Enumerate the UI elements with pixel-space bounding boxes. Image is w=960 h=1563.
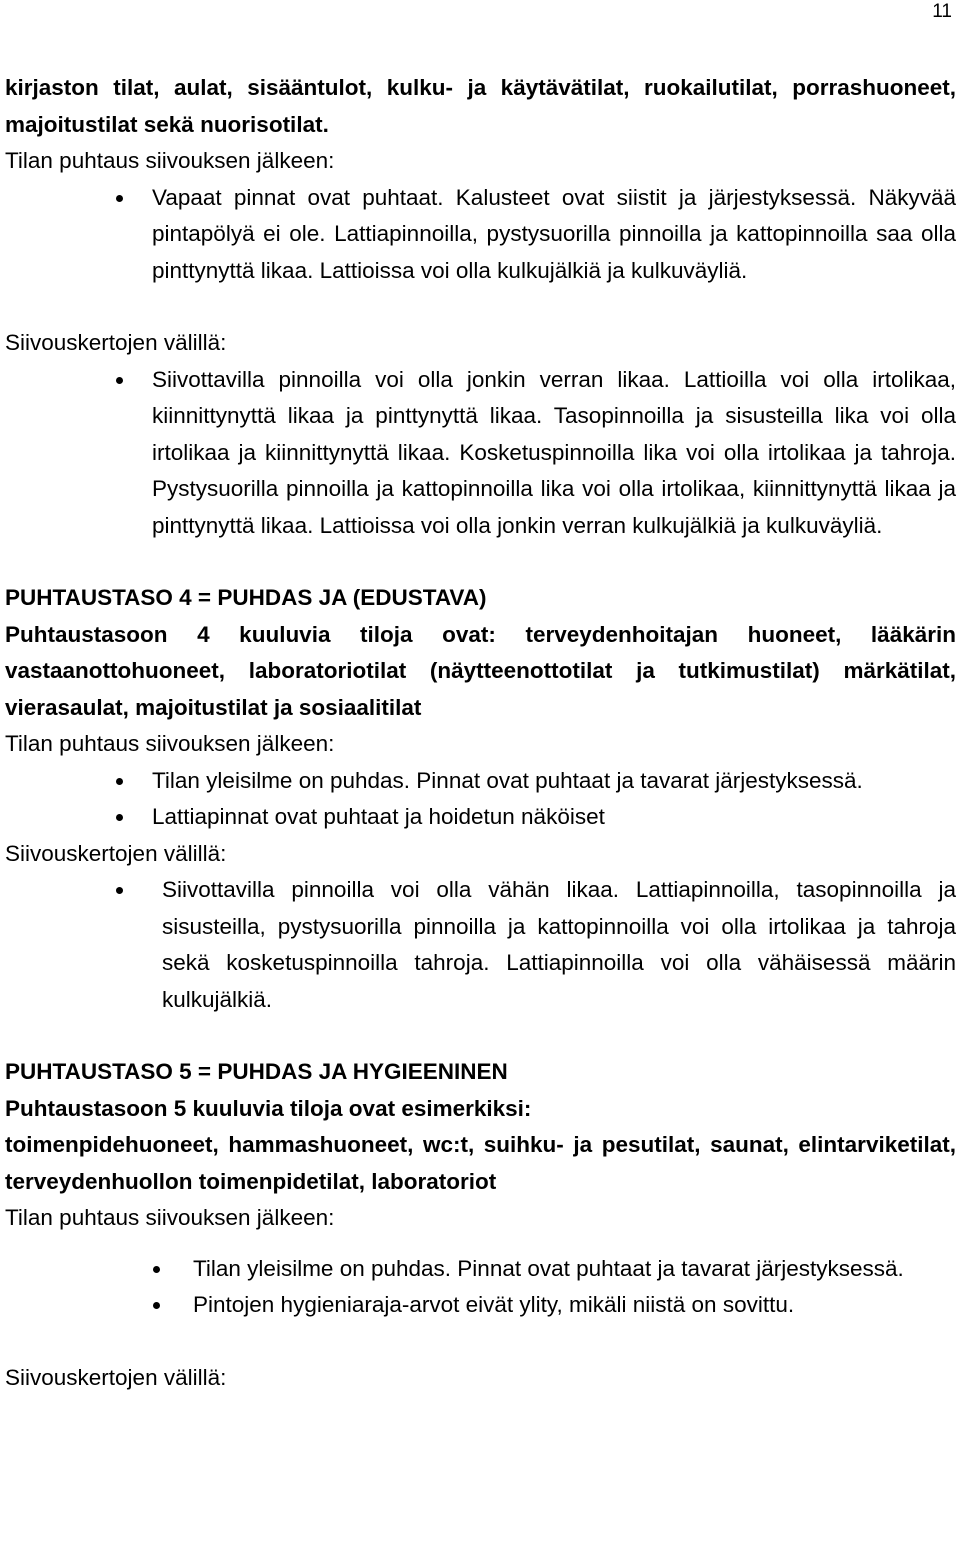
level3-between-cleanings-label: Siivouskertojen välillä: [5,330,227,355]
list-item: Siivottavilla pinnoilla voi olla jonkin verran likaa. Lattioilla voi olla irtolikaa, kiinnittynyttä likaa ja pinttynyttä likaa. Tasopinnoilla ja sisusteilla lika voi olla irtolikaa ja kiinnittynyttä likaa. Kosketuspinnoilla lika voi olla irtolikaa ja tahroja. Pystysuorilla pinnoilla ja kattopinnoilla lika voi olla irtolikaa, kiinnittynyttä likaa ja pinttynyttä likaa. Lattioissa voi olla jonkin verran kulkujälkiä ja kulkuväyliä. [5,362,956,545]
list-item: Lattiapinnat ovat puhtaat ja hoidetun näköiset [5,799,956,836]
level4-after-cleaning-label: Tilan puhtaus siivouksen jälkeen: [5,731,335,756]
list-item: Siivottavilla pinnoilla voi olla vähän likaa. Lattiapinnoilla, tasopinnoilla ja sisusteilla, pystysuorilla pinnoilla ja kattopinnoilla voi olla irtolikaa ja tahroja sekä kosketuspinnoilla tahroja. Lattiapinnoilla voi olla vähäisessä määrin kulkujälkiä. [5,872,956,1018]
document-body [5,70,956,1396]
level4-heading: PUHTAUSTASO 4 = PUHDAS JA (EDUSTAVA) [5,585,487,610]
list-item: Tilan yleisilme on puhdas. Pinnat ovat puhtaat ja tavarat järjestyksessä. [5,763,956,800]
level3-after-cleaning-list [5,180,956,290]
level4-between-cleanings-list [5,872,956,1018]
list-item: Tilan yleisilme on puhdas. Pinnat ovat puhtaat ja tavarat järjestyksessä. [5,1251,956,1288]
level5-between-cleanings-label: Siivouskertojen välillä: [5,1364,227,1390]
level4-rooms: Puhtaustasoon 4 kuuluvia tiloja ovat: terveydenhoitajan huoneet, lääkärin vastaanottohuoneet, laboratoriotilat (näytteenottotilat ja tutkimustilat) märkätilat, vierasaulat, majoitustilat ja sosiaalitilat [5,621,956,720]
level5-after-cleaning-label: Tilan puhtaus siivouksen jälkeen: [5,1205,335,1230]
list-item: Vapaat pinnat ovat puhtaat. Kalusteet ovat siistit ja järjestyksessä. Näkyvää pintapölyä ei ole. Lattiapinnoilla, pystysuorilla pinnoilla ja kattopinnoilla saa olla pinttynyttä likaa. Lattioissa voi olla kulkujälkiä ja kulkuväyliä. [5,180,956,290]
level5-rooms: toimenpidehuoneet, hammashuoneet, wc:t, suihku- ja pesutilat, saunat, elintarviketilat, terveydenhuollon toimenpidetilat, laboratoriot [5,1132,956,1194]
level5-after-cleaning-list [5,1251,956,1324]
page-number: 11 [932,1,952,22]
level5-rooms-intro: Puhtaustasoon 5 kuuluvia tiloja ovat esimerkiksi: [5,1095,532,1121]
level3-between-cleanings-list [5,362,956,545]
level5-heading: PUHTAUSTASO 5 = PUHDAS JA HYGIEENINEN [5,1059,508,1084]
level3-after-cleaning-label: Tilan puhtaus siivouksen jälkeen: [5,148,335,173]
level4-between-cleanings-label: Siivouskertojen välillä: [5,840,227,866]
list-item: Pintojen hygieniaraja-arvot eivät ylity, mikäli niistä on sovittu. [5,1287,956,1324]
level4-after-cleaning-list [5,763,956,836]
level3-rooms-continued: kirjaston tilat, aulat, sisääntulot, kulku- ja käytävätilat, ruokailutilat, porrashuoneet, majoitustilat sekä nuorisotilat. [5,75,956,137]
